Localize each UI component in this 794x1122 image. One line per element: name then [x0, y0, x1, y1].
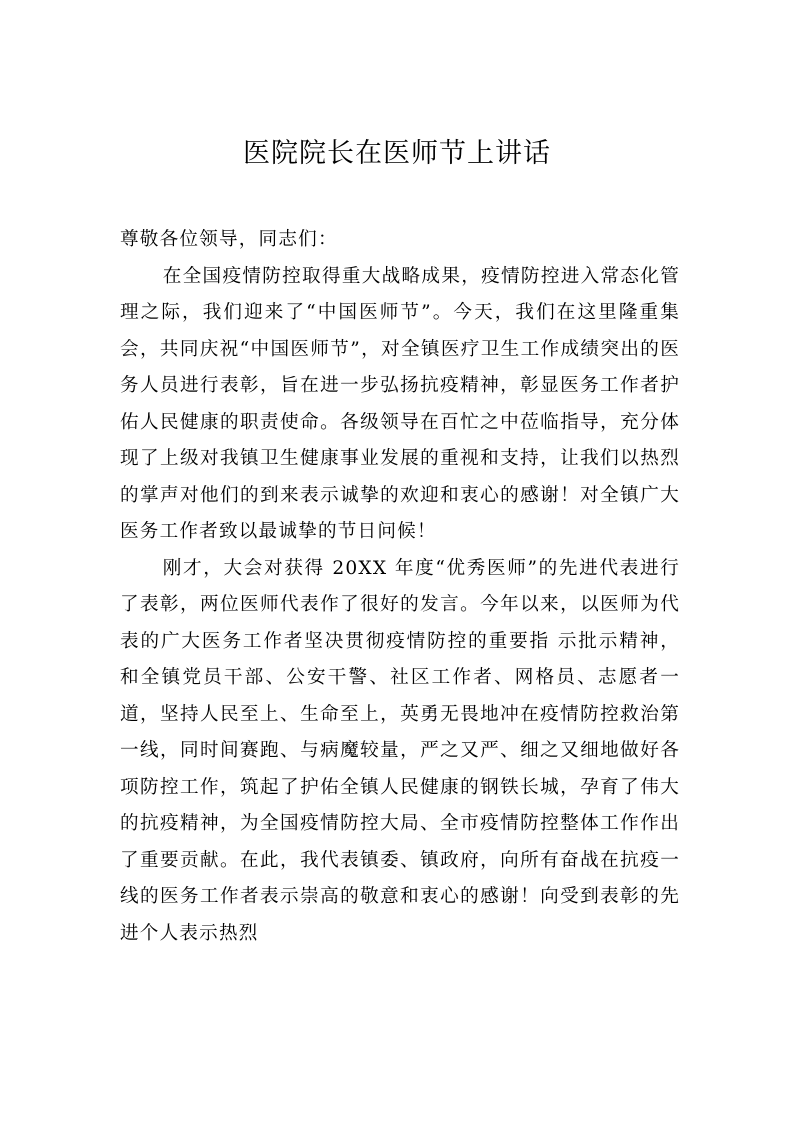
paragraph-1: 在全国疫情防控取得重大战略成果，疫情防控进入常态化管理之际，我们迎来了“中国医师节”。今天，我们在这里隆重集会，共同庆祝“中国医师节”，对全镇医疗卫生工作成绩突出的医务人员进行表彰，旨在进一步弘扬抗疫精神，彰显医务工作者护佑人民健康的职责使命。各级领导在百忙之中莅临指导，充分体现了上级对我镇卫生健康事业发展的重视和支持，让我们以热烈的掌声对他们的到来表示诚挚的欢迎和衷心的感谢！对全镇广大医务工作者致以最诚挚的节日问候！: [120, 265, 680, 542]
paragraph-2: 刚才，大会对获得 20XX 年度“优秀医师”的先进代表进行了表彰，两位医师代表作了很好的发言。今年以来，以医师为代表的广大医务工作者坚决贯彻疫情防控的重要指 示批示精神，和全镇党员干部、公安干警、社区工作者、网格员、志愿者一道，坚持人民至上、生命至上，英勇无畏地冲在疫情防控救治第一线，同时间赛跑、与病魔较量，严之又严、细之又细地做好各项防控工作，筑起了护佑全镇人民健康的钢铁长城，孕育了伟大的抗疫精神，为全国疫情防控大局、全市疫情防控整体工作作出了重要贡献。在此，我代表镇委、镇政府，向所有奋战在抗疫一线的医务工作者表示崇高的敬意和衷心的感谢！向受到表彰的先进个人表示热烈: [120, 557, 680, 944]
salutation: 尊敬各位领导，同志们：: [120, 229, 338, 250]
document-title: 医院院长在医师节上讲话: [243, 138, 551, 169]
document-body: [120, 222, 680, 952]
